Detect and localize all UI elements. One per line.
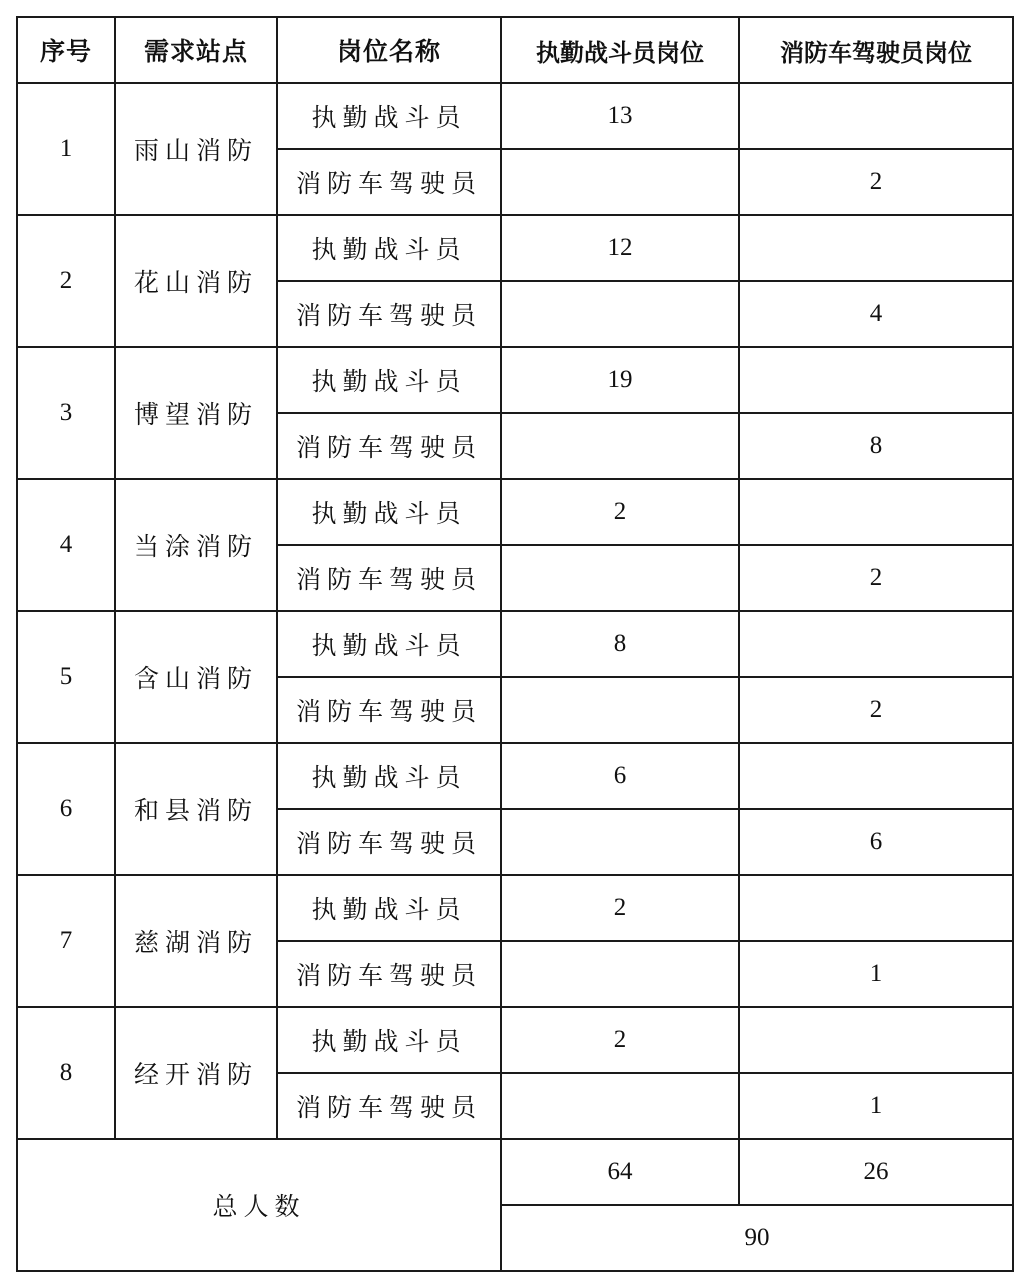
position-fighter-label: 执勤战斗员 bbox=[277, 875, 501, 941]
header-position: 岗位名称 bbox=[277, 17, 501, 83]
grand-total: 90 bbox=[501, 1205, 1013, 1271]
position-fighter-label: 执勤战斗员 bbox=[277, 347, 501, 413]
station-name: 博望消防 bbox=[115, 347, 277, 479]
empty-cell bbox=[739, 743, 1013, 809]
fighter-count: 2 bbox=[501, 875, 739, 941]
fighter-count: 19 bbox=[501, 347, 739, 413]
position-fighter-label: 执勤战斗员 bbox=[277, 743, 501, 809]
fighter-count: 12 bbox=[501, 215, 739, 281]
empty-cell bbox=[501, 545, 739, 611]
empty-cell bbox=[739, 875, 1013, 941]
header-index: 序号 bbox=[17, 17, 115, 83]
station-name: 经开消防 bbox=[115, 1007, 277, 1139]
empty-cell bbox=[501, 1073, 739, 1139]
position-fighter-label: 执勤战斗员 bbox=[277, 479, 501, 545]
position-driver-label: 消防车驾驶员 bbox=[277, 545, 501, 611]
empty-cell bbox=[501, 413, 739, 479]
driver-count: 1 bbox=[739, 941, 1013, 1007]
station-name: 含山消防 bbox=[115, 611, 277, 743]
fighter-count: 13 bbox=[501, 83, 739, 149]
driver-count: 2 bbox=[739, 677, 1013, 743]
fighter-count: 6 bbox=[501, 743, 739, 809]
driver-count: 4 bbox=[739, 281, 1013, 347]
position-driver-label: 消防车驾驶员 bbox=[277, 677, 501, 743]
position-fighter-label: 执勤战斗员 bbox=[277, 215, 501, 281]
table-row bbox=[17, 1007, 1013, 1073]
empty-cell bbox=[501, 281, 739, 347]
empty-cell bbox=[739, 347, 1013, 413]
empty-cell bbox=[501, 941, 739, 1007]
row-index: 5 bbox=[17, 611, 115, 743]
table-row bbox=[17, 743, 1013, 809]
station-name: 和县消防 bbox=[115, 743, 277, 875]
empty-cell bbox=[739, 83, 1013, 149]
table-row bbox=[17, 83, 1013, 149]
empty-cell bbox=[501, 809, 739, 875]
row-index: 4 bbox=[17, 479, 115, 611]
position-driver-label: 消防车驾驶员 bbox=[277, 1073, 501, 1139]
position-fighter-label: 执勤战斗员 bbox=[277, 611, 501, 677]
total-label: 总人数 bbox=[17, 1139, 501, 1271]
empty-cell bbox=[739, 479, 1013, 545]
station-name: 慈湖消防 bbox=[115, 875, 277, 1007]
table-row bbox=[17, 215, 1013, 281]
row-index: 1 bbox=[17, 83, 115, 215]
empty-cell bbox=[739, 215, 1013, 281]
position-driver-label: 消防车驾驶员 bbox=[277, 941, 501, 1007]
header-driver-positions: 消防车驾驶员岗位 bbox=[739, 17, 1013, 83]
header-row bbox=[17, 17, 1013, 83]
fighter-count: 2 bbox=[501, 1007, 739, 1073]
position-fighter-label: 执勤战斗员 bbox=[277, 1007, 501, 1073]
header-station: 需求站点 bbox=[115, 17, 277, 83]
row-index: 2 bbox=[17, 215, 115, 347]
driver-count: 2 bbox=[739, 545, 1013, 611]
driver-count: 1 bbox=[739, 1073, 1013, 1139]
empty-cell bbox=[501, 149, 739, 215]
station-name: 当涂消防 bbox=[115, 479, 277, 611]
fighter-count: 2 bbox=[501, 479, 739, 545]
row-index: 7 bbox=[17, 875, 115, 1007]
position-driver-label: 消防车驾驶员 bbox=[277, 413, 501, 479]
table-body bbox=[17, 83, 1013, 1139]
driver-count: 2 bbox=[739, 149, 1013, 215]
recruitment-table bbox=[16, 16, 1014, 1272]
table-row bbox=[17, 875, 1013, 941]
empty-cell bbox=[739, 1007, 1013, 1073]
row-index: 6 bbox=[17, 743, 115, 875]
station-name: 雨山消防 bbox=[115, 83, 277, 215]
header-fighter-positions: 执勤战斗员岗位 bbox=[501, 17, 739, 83]
position-fighter-label: 执勤战斗员 bbox=[277, 83, 501, 149]
position-driver-label: 消防车驾驶员 bbox=[277, 281, 501, 347]
fighter-total: 64 bbox=[501, 1139, 739, 1205]
table-row bbox=[17, 611, 1013, 677]
driver-total: 26 bbox=[739, 1139, 1013, 1205]
empty-cell bbox=[501, 677, 739, 743]
driver-count: 8 bbox=[739, 413, 1013, 479]
position-driver-label: 消防车驾驶员 bbox=[277, 149, 501, 215]
fighter-count: 8 bbox=[501, 611, 739, 677]
table-row bbox=[17, 347, 1013, 413]
position-driver-label: 消防车驾驶员 bbox=[277, 809, 501, 875]
total-row bbox=[17, 1139, 1013, 1205]
station-name: 花山消防 bbox=[115, 215, 277, 347]
row-index: 8 bbox=[17, 1007, 115, 1139]
table-row bbox=[17, 479, 1013, 545]
row-index: 3 bbox=[17, 347, 115, 479]
empty-cell bbox=[739, 611, 1013, 677]
driver-count: 6 bbox=[739, 809, 1013, 875]
